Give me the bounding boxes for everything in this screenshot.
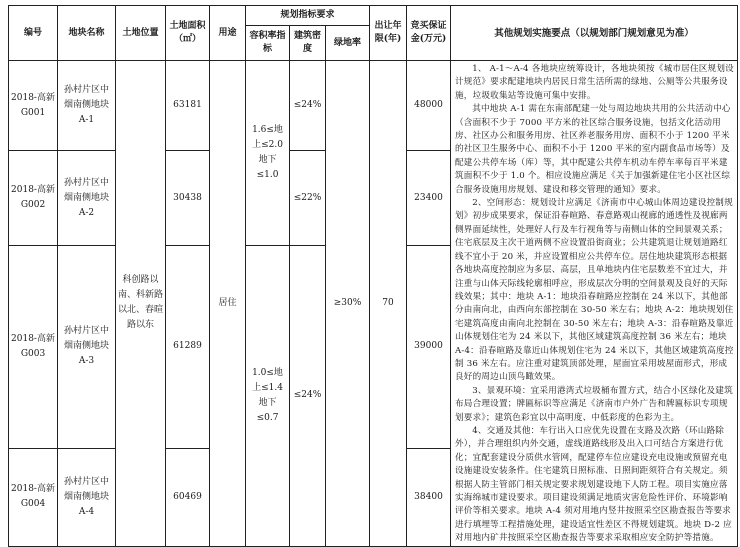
parcel-area: 60469 [166, 448, 210, 546]
deposit-value: 48000 [407, 61, 451, 151]
header-density: 建筑密度 [290, 26, 326, 61]
parcel-name: 孙村片区中烟南侧地块A-2 [58, 151, 116, 246]
parcel-name: 孙村片区中烟南侧地块A-4 [58, 448, 116, 546]
parcel-id: 2018-高新 G002 [9, 151, 58, 246]
deposit-value: 39000 [407, 246, 451, 449]
density-value: ≤22% [290, 151, 326, 246]
note-paragraph: 4、交通及其他：车行出入口应优先设置在支路及次路（环山路除外），并合理组织内外交通，虚线道路线形及出入口可结合方案进行优化；宜配套建设分质供水管网，配建停车位应建设充电设施或预留充电设施建设安装条件。住宅建筑日照标准、日照间距须符合有关规定。须根据人防主管部门相关规定要求规划建设地下人防工程。项目实施应落实海绵城市建设要求。项目建设须满足地质灾害危险性评价、环境影响评价等相关要求。地块 A-4 须对用地内竖井按照采空区勘查报告等要求进行填埋等工程措施处理，建设适宜性差区不得规划建筑。地块 D-2 应对用地内矿井按照采空区勘查报告等要求采取相应安全防护等措施。 [455, 425, 732, 544]
parcel-location: 科创路以南、科新路以北、春暄路以东 [116, 61, 166, 547]
density-value: ≤24% [290, 246, 326, 547]
parcel-id: 2018-高新 G004 [9, 448, 58, 546]
header-green: 绿地率 [326, 26, 370, 61]
parcel-id: 2018-高新 G003 [9, 246, 58, 449]
note-paragraph: 1、 A-1～A-4 各地块应统筹设计，各地块须按《城市居住区规划设计规范》要求配建地块内居民日常生活所需的绿地、公厕等公共服务设施，垃圾收集站等设施可集中安排。 [455, 64, 734, 101]
table-row [9, 61, 738, 151]
parcel-area: 63181 [166, 61, 210, 151]
note-paragraph: 2、空间形态：规划设计应满足《济南市中心城山体周边建设控制规划》初步成果要求，保证沿春暄路、春意路观山视廊的通透性及视廊两侧界面延续性，处理好人行及车行视角等与南侧山体的空间景观关系；住宅底层及主次干道两侧不应设置沿街商业；公共建筑退让规划道路红线不宜小于 20 米，并应设置相应公共停车位。居住地块建筑形态根据各地块高度控制应为多层、高层，且单地块内住宅层数差不宜过大，并注重与山体天际线轮廓相呼应，形成层次分明的空间景观及良好的天际线效果；其中：地块 A-1：地块沿春暄路应控制在 24 米以下，其他部分由南向北，由西向东部控制在 30-50 米左右；地块 A-2：地块规划住宅建筑高度由南向北控制在 30-50 米左右；地块 A-3：沿春暄路及靠近山体规划住宅为 24 米以下，其他区域建筑高度控制 36 米左右；地块 A-4：沿春暄路及靠近山体规划住宅为 24 米以下，其他区域建筑高度控制 36 米左右。应注重对建筑顶部处理，屋面宜采用坡屋面形式，形成良好的周边山顶鸟瞰效果。 [455, 198, 734, 383]
header-use: 用途 [210, 6, 246, 61]
term-value: 70 [370, 61, 407, 547]
header-name: 地块名称 [58, 6, 116, 61]
parcel-name: 孙村片区中烟南侧地块A-3 [58, 246, 116, 449]
green-value: ≥30% [326, 61, 370, 547]
far-value: 1.0≤地上≤1.4 地下≤0.7 [246, 246, 290, 547]
note-paragraph: 其中地块 A-1 需在东南部配建一处与周边地块共用的公共活动中心（含面积不少于 7000 平方米的社区综合服务设施，包括文化活动用房、社区办公和服务用房、社区养老服务用房、面积不小于 1200 平米的社区卫生服务中心、面积不小于 1200 平米的室内副食品市场等）及配建公共停车场（库）等，其中配建公共停车机动车停车率每百平米建筑面积不少于 1.0 个。相应设施应满足《关于加强新建住宅小区社区综合服务设施用房规划、建设和移交管理的通知》要求。 [455, 104, 731, 195]
header-area: 土地面积（㎡） [166, 6, 210, 61]
deposit-value: 23400 [407, 151, 451, 246]
header-notes: 其他规划实施要点（以规划部门规划意见为准） [451, 6, 738, 61]
header-planning: 规划指标要求 [246, 6, 370, 26]
density-value: ≤24% [290, 61, 326, 151]
header-location: 土地位置 [116, 6, 166, 61]
land-parcel-table [8, 5, 738, 547]
parcel-use: 居住 [210, 61, 246, 547]
parcel-area: 61289 [166, 246, 210, 449]
header-term: 出让年限(年) [370, 6, 407, 61]
header-far: 容积率指标 [246, 26, 290, 61]
deposit-value: 38400 [407, 448, 451, 546]
header-id: 编号 [9, 6, 58, 61]
note-paragraph: 3、景观环境：宜采用港湾式垃圾桶布置方式，结合小区绿化及建筑布局合理设置；牌匾标识等应满足《济南市户外广告和牌匾标识专项规划要求》；建筑色彩宜以中高明度、中低彩度的色彩为主。 [455, 385, 733, 423]
parcel-area: 30438 [166, 151, 210, 246]
header-deposit: 竞买保证金(万元) [407, 6, 451, 61]
parcel-name: 孙村片区中烟南侧地块A-1 [58, 61, 116, 151]
far-value: 1.6≤地上≤2.0 地下≤1.0 [246, 61, 290, 246]
parcel-id: 2018-高新 G001 [9, 61, 58, 151]
planning-notes [451, 61, 738, 547]
